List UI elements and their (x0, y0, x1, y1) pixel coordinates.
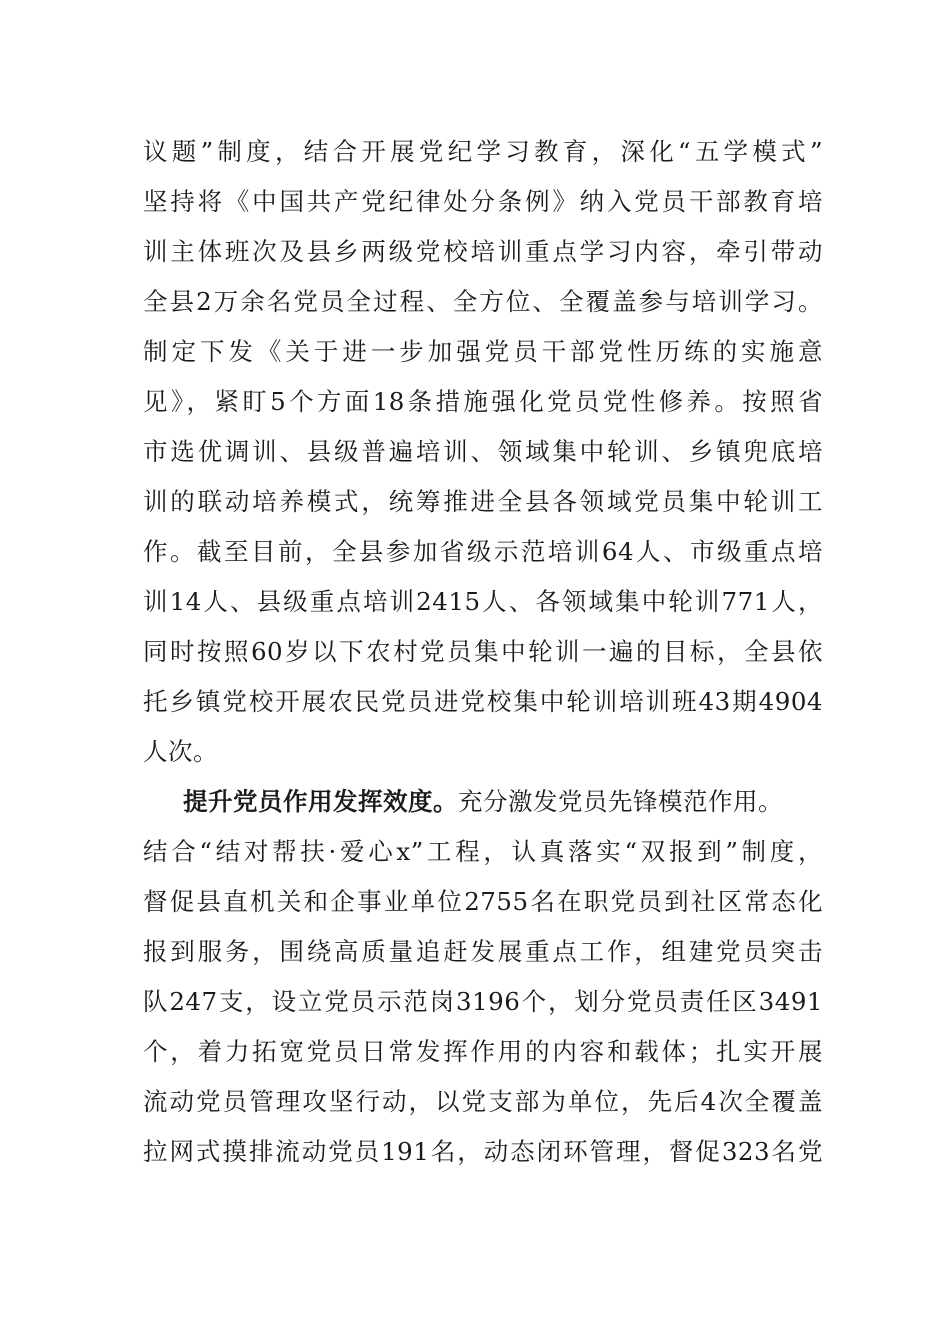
text-line: 同时按照60岁以下农村党员集中轮训一遍的目标，全县依 (143, 637, 823, 666)
text-line: 个，着力拓宽党员日常发挥作用的内容和载体；扎实开展 (143, 1037, 823, 1066)
text-line: 结合“结对帮扶·爱心x”工程，认真落实“双报到”制度， (143, 837, 823, 866)
section-heading: 提升党员作用发挥效度。 (183, 787, 458, 816)
document-body (143, 127, 823, 1177)
paragraph-party-role (143, 777, 823, 1177)
text-line: 坚持将《中国共产党纪律处分条例》纳入党员干部教育培 (143, 187, 823, 216)
text-line: 议题”制度，结合开展党纪学习教育，深化“五学模式” (143, 137, 823, 166)
paragraph-first-line (143, 777, 823, 827)
text-line: 作。截至目前，全县参加省级示范培训64人、市级重点培 (143, 537, 823, 566)
text-line: 拉网式摸排流动党员191名，动态闭环管理，督促323名党 (143, 1137, 823, 1166)
text-line: 全县2万余名党员全过程、全方位、全覆盖参与培训学习。 (143, 287, 823, 316)
text-line: 督促县直机关和企事业单位2755名在职党员到社区常态化 (143, 887, 823, 916)
text-line: 队247支，设立党员示范岗3196个，划分党员责任区3491 (143, 987, 823, 1016)
text-line: 市选优调训、县级普遍培训、领域集中轮训、乡镇兜底培 (143, 437, 823, 466)
text-line: 流动党员管理攻坚行动，以党支部为单位，先后4次全覆盖 (143, 1087, 823, 1116)
text-line: 人次。 (143, 737, 218, 766)
text-line: 训14人、县级重点培训2415人、各领域集中轮训771人， (143, 587, 823, 616)
text-line: 制定下发《关于进一步加强党员干部党性历练的实施意 (143, 337, 823, 366)
paragraph-party-training (143, 127, 823, 777)
text-line: 托乡镇党校开展农民党员进党校集中轮训培训班43期4904 (143, 687, 823, 716)
text-line: 报到服务，围绕高质量追赶发展重点工作，组建党员突击 (143, 937, 823, 966)
text-line: 见》，紧盯5个方面18条措施强化党员党性修养。按照省 (143, 387, 823, 416)
text-line: 训主体班次及县乡两级党校培训重点学习内容，牵引带动 (143, 237, 823, 266)
heading-followup-text: 充分激发党员先锋模范作用。 (458, 787, 783, 816)
text-line: 训的联动培养模式，统筹推进全县各领域党员集中轮训工 (143, 487, 823, 516)
